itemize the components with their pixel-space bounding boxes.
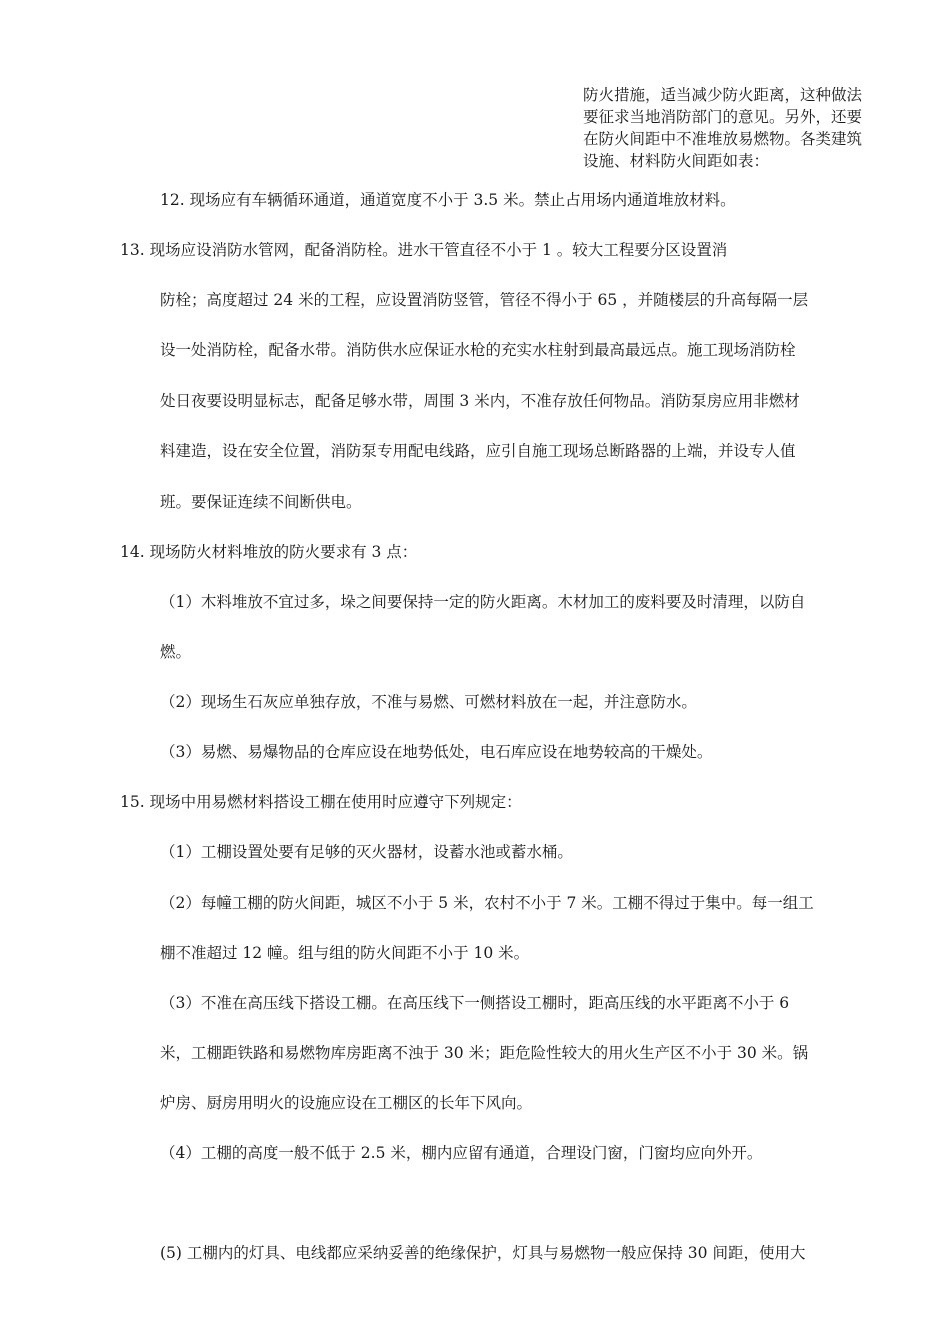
table-intro-paragraph [583,84,923,172]
item-13-line: 防栓；高度超过 24 米的工程，应设置消防竖管，管径不得小于 65 ，并随楼层的升高每隔一层 [160,291,809,309]
item-15-sub: （1）工棚设置处要有足够的灭火器材，设蓄水池或蓄水桶。 [160,843,573,861]
item-15-sub: (5) 工棚内的灯具、电线都应采纳妥善的绝缘保护，灯具与易燃物一般应保持 30 间距，使用大 [160,1244,806,1262]
item-14-sub: （1）木料堆放不宜过多，垛之间要保持一定的防火距离。木材加工的废料要及时清理，以防自 [160,593,806,611]
item-15-heading: 15. 现场中用易燃材料搭设工棚在使用时应遵守下列规定： [120,793,522,811]
item-15-sub: 棚不准超过 12 幢。组与组的防火间距不小于 10 米。 [160,944,530,962]
text-line: 设施、材料防火间距如表： [583,152,770,170]
item-13-line: 班。要保证连续不间断供电。 [160,493,362,511]
item-15-sub: 炉房、厨房用明火的设施应设在工棚区的长年下风向。 [160,1094,533,1112]
item-15-sub: （3）不准在高压线下搭设工棚。在高压线下一侧搭设工棚时，距高压线的水平距离不小于 6 [160,994,790,1012]
item-13-line: 设一处消防栓，配备水带。消防供水应保证水枪的充实水柱射到最高最远点。施工现场消防栓 [160,341,796,359]
item-15-sub: （4）工棚的高度一般不低于 2.5 米，棚内应留有通道，合理设门窗，门窗均应向外开。 [160,1144,763,1162]
item-13-heading: 13. 现场应设消防水管网，配备消防栓。进水干管直径不小于 1 。较大工程要分区设置消 [120,241,728,259]
item-14-sub: （3）易燃、易爆物品的仓库应设在地势低处，电石库应设在地势较高的干燥处。 [160,743,713,761]
item-14-sub: （2）现场生石灰应单独存放，不准与易燃、可燃材料放在一起，并注意防水。 [160,693,697,711]
item-14-sub: 燃。 [160,643,192,661]
text-line: 要征求当地消防部门的意见。另外，还要 [583,108,863,126]
item-13-line: 料建造，设在安全位置，消防泵专用配电线路，应引自施工现场总断路器的上端，并设专人值 [160,442,796,460]
item-15-sub: （2）每幢工棚的防火间距，城区不小于 5 米，农村不小于 7 米。工棚不得过于集中。每一组工 [160,894,814,912]
item-15-sub: 米，工棚距铁路和易燃物库房距离不浊于 30 米；距危险性较大的用火生产区不小于 30 米。锅 [160,1044,809,1062]
item-12: 12. 现场应有车辆循环通道，通道宽度不小于 3.5 米。禁止占用场内通道堆放材料。 [160,191,736,209]
text-line: 在防火间距中不准堆放易燃物。各类建筑 [583,130,863,148]
item-13-line: 处日夜要设明显标志，配备足够水带，周围 3 米内，不准存放任何物品。消防泵房应用非燃材 [160,392,800,410]
item-14-heading: 14. 现场防火材料堆放的防火要求有 3 点： [120,543,418,561]
text-line: 防火措施，适当减少防火距离，这种做法 [583,86,863,104]
